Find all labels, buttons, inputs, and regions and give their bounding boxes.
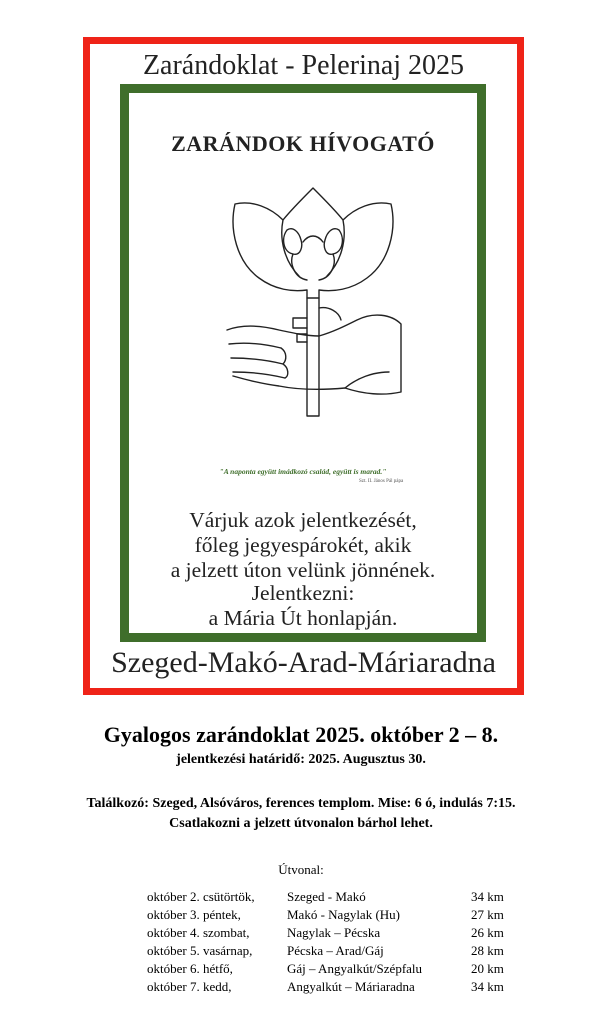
route-table xyxy=(147,888,504,996)
registration-deadline: jelentkezési határidő: 2025. Augusztus 30. xyxy=(176,752,426,767)
table-row xyxy=(147,960,504,978)
invitation-line: a jelzett úton velünk jönnének. xyxy=(170,558,436,582)
poster-route-title: Szeged-Makó-Arad-Máriaradna xyxy=(111,646,496,679)
route-heading: Útvonal: xyxy=(278,862,324,877)
route-leg: Angyalkút – Máriaradna xyxy=(287,979,415,994)
poster-quote-author: Szt. II. János Pál pápa xyxy=(359,479,404,484)
table-row xyxy=(147,978,504,996)
invitation-line: Várjuk azok jelentkezését, xyxy=(189,508,417,532)
route-leg: Nagylak – Pécska xyxy=(287,925,381,940)
route-leg: Makó - Nagylak (Hu) xyxy=(287,907,400,922)
event-title: Gyalogos zarándoklat 2025. október 2 – 8. xyxy=(103,722,499,747)
apply-line: Jelentkezni: xyxy=(251,581,355,605)
route-distance: 20 km xyxy=(471,961,504,976)
join-note: Csatlakozni a jelzett útvonalon bárhol lehet. xyxy=(169,816,433,831)
poster-top-title: Zarándoklat - Pelerinaj 2025 xyxy=(142,50,465,81)
table-row xyxy=(147,924,504,942)
table-row xyxy=(147,942,504,960)
route-day: október 6. hétfő, xyxy=(147,961,233,976)
poster-inner-frame xyxy=(120,84,486,642)
poster-apply-info xyxy=(129,581,477,631)
table-row xyxy=(147,906,504,924)
invitation-line: főleg jegyespárokét, akik xyxy=(194,533,412,557)
apply-line: a Mária Út honlapján. xyxy=(208,606,398,630)
route-leg: Pécska – Arad/Gáj xyxy=(287,943,384,958)
route-distance: 34 km xyxy=(471,979,504,994)
route-day: október 7. kedd, xyxy=(147,979,232,994)
route-leg: Gáj – Angyalkút/Szépfalu xyxy=(287,961,423,976)
route-leg: Szeged - Makó xyxy=(287,889,366,904)
meeting-point: Találkozó: Szeged, Alsóváros, ferences templom. Mise: 6 ó, indulás 7:15. xyxy=(86,796,516,811)
route-distance: 26 km xyxy=(471,925,504,940)
route-day: október 4. szombat, xyxy=(147,925,250,940)
poster-quote: "A naponta együtt imádkozó család, együtt is marad." xyxy=(219,467,387,476)
poster-invitation xyxy=(129,508,477,583)
meeting-info xyxy=(0,794,602,834)
route-day: október 3. péntek, xyxy=(147,907,241,922)
route-distance: 27 km xyxy=(471,907,504,922)
table-row xyxy=(147,888,504,906)
route-day: október 5. vasárnap, xyxy=(147,943,253,958)
tulip-hands-icon xyxy=(223,180,403,420)
route-day: október 2. csütörtök, xyxy=(147,889,255,904)
pilgrimage-poster xyxy=(83,37,524,695)
poster-headline: ZARÁNDOK HÍVOGATÓ xyxy=(171,131,435,156)
route-distance: 34 km xyxy=(471,889,504,904)
route-distance: 28 km xyxy=(471,943,504,958)
